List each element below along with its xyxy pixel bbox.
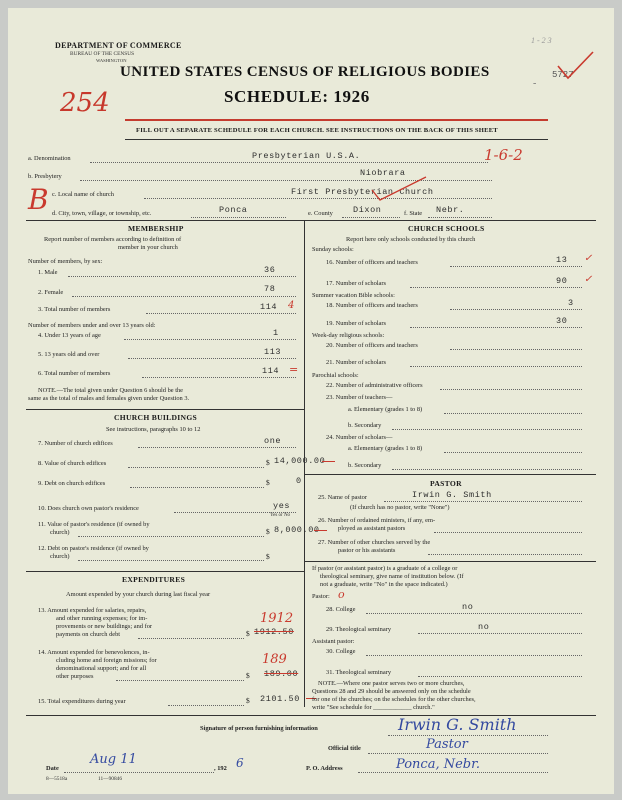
membership-intro-1: Report number of members according to definition of [44,236,182,243]
q9-line [130,487,264,488]
q5-line [128,358,296,359]
red-circle-mark: o [338,588,345,601]
q10-value[interactable]: yes [273,501,291,511]
church-name-label: c. Local name of church [52,191,114,198]
city-line [191,217,286,218]
q24b-label: b. Secondary [348,462,382,469]
q15-label: 15. Total expenditures during year [38,698,126,705]
membership-heading: MEMBERSHIP [128,224,184,233]
denomination-label: a. Denomination [28,155,71,162]
q30-label: 30. College [326,648,356,655]
pastor-note-1: NOTE.—Where one pastor serves two or more churches, [318,680,465,687]
q24a-label: a. Elementary (grades 1 to 8) [348,445,423,452]
official-title-label: Official title [328,745,361,752]
pastor-note-4: write "See schedule for ____________ church." [312,704,435,711]
q3-total-value[interactable]: 114 [260,302,278,312]
q3-line [146,313,296,314]
county-line [342,217,400,218]
buildings-intro: See instructions, paragraphs 10 to 12 [106,426,201,433]
q13-line-2: and other running expenses; for im- [56,615,148,622]
q7-label: 7. Number of church edifices [38,440,113,447]
q4-value[interactable]: 1 [273,328,279,338]
q13-red-note: 1912 [260,611,294,626]
summer-schools-label: Summer vacation Bible schools: [312,292,395,299]
q13-dots [138,638,244,639]
q9-label: 9. Debt on church edifices [38,480,106,487]
weekday-schools-label: Week-day religious schools: [312,332,385,339]
po-address-value[interactable]: Ponca, Nebr. [396,757,481,772]
instruction-line: FILL OUT A SEPARATE SCHEDULE FOR EACH CHURCH. SEE INSTRUCTIONS ON THE BACK OF THIS SHEET [136,127,498,134]
q3-total-label: 3. Total number of members [38,306,111,313]
q14-line-4: other purposes [56,673,94,680]
q18-label: 18. Number of officers and teachers [326,302,418,309]
age-intro-label: Number of members under and over 13 years old: [28,322,156,329]
q12-line [78,560,264,561]
q13-line-1: 13. Amount expended for salaries, repairs, [38,607,147,614]
q20-label: 20. Number of officers and teachers [326,342,418,349]
q2-female-value[interactable]: 78 [264,284,276,294]
state-value[interactable]: Nebr. [436,205,465,215]
instruction-rule [125,139,548,140]
q9-dollar: $ [266,478,270,487]
q5-value[interactable]: 113 [264,347,282,357]
grad-line-3: not a graduate, write "No" in the space indicated.) [320,581,448,588]
presbytery-line [80,180,492,181]
q23a-line [444,413,582,414]
q28-value[interactable]: no [462,602,474,612]
q12-dollar: $ [266,552,270,561]
q13-line-4: payments on church debt [56,631,121,638]
bureau-name: BUREAU OF THE CENSUS [70,51,135,57]
q7-line [138,447,296,448]
q2-female-label: 2. Female [38,289,64,296]
q15-value[interactable]: 2101.50 [260,694,300,704]
assistant-pastor-label: Assistant pastor: [312,638,355,645]
schedule-title: SCHEDULE: 1926 [224,87,370,106]
q27-line-2: pastor or his assistants [338,547,396,554]
q21-line [410,366,582,367]
county-value[interactable]: Dixon [353,205,382,215]
census-form [8,8,614,794]
city-value[interactable]: Ponca [219,205,248,215]
buildings-heading: CHURCH BUILDINGS [114,413,198,422]
membership-note-1: NOTE.—The total given under Question 6 should be the [38,387,184,394]
q9-value[interactable]: 0 [296,476,302,486]
presbytery-value[interactable]: Niobrara [360,168,406,178]
q29-line [418,633,582,634]
membership-note-2: same as the total of males and females given under Question 3. [28,395,190,402]
q14-line-3: denominational support; and for all [56,665,147,672]
q1-male-label: 1. Male [38,269,58,276]
q26-dots [434,532,582,533]
q16-line [450,266,582,267]
city-label: d. City, town, village, or township, etc. [52,210,152,217]
pastor-note-2: Questions 28 and 29 should be answered only on the schedule [312,688,471,695]
denomination-line [90,162,488,163]
presbytery-label: b. Presbytery [28,173,62,180]
q13-line-3: provements or new buildings; and for [56,623,153,630]
schools-bottom-rule [304,474,596,475]
q8-line [128,467,264,468]
q11-line [78,536,264,537]
date-line [64,772,214,773]
q12-label-2: church) [50,553,70,560]
church-name-line [144,198,492,199]
q11-label: 11. Value of pastor's residence (if owned by [38,521,150,528]
q26-line-1: 26. Number of ordained ministers, if any, em- [318,517,436,524]
official-title-value[interactable]: Pastor [426,737,468,752]
q10-sub: Yes or No [270,513,291,518]
pastor-heading: PASTOR [430,479,462,488]
q23-label: 23. Number of teachers— [326,394,393,401]
q28-label: 28. College [326,606,356,613]
q14-line-1: 14. Amount expended for benevolences, in- [38,649,150,656]
date-value[interactable]: Aug 11 [90,752,137,767]
q6-line [142,377,296,378]
q8-dollar: $ [266,458,270,467]
signature-line [388,735,548,736]
q19-value[interactable]: 30 [556,316,568,326]
grad-line-2: theological seminary, give name of institution below. (If [320,573,464,580]
q16-value[interactable]: 13 [556,255,568,265]
county-label: e. County [308,210,333,217]
q30-line [366,655,582,656]
q20-line [450,349,582,350]
q11-dollar: $ [266,527,270,536]
q16-label: 16. Number of officers and teachers [326,259,418,266]
q11-label-2: church) [50,529,70,536]
red-tick-q3: 4 [288,300,295,311]
q8-value[interactable]: 14,000.00 [274,456,326,466]
church-name-value[interactable]: First Presbyterian Church [291,187,434,197]
q13-dollar: $ [246,629,250,638]
q11-value[interactable]: 8,000.00 [274,525,320,535]
form-title: UNITED STATES CENSUS OF RELIGIOUS BODIES [120,64,490,80]
signature-label: Signature of person furnishing information [200,725,318,732]
q31-line [418,676,582,677]
q15-dots [168,705,244,706]
q1-line [68,276,296,277]
q27-line-1: 27. Number of other churches served by the [318,539,431,546]
po-address-label: P. O. Address [306,765,343,772]
q29-label: 29. Theological seminary [326,626,392,633]
q15-dollar: $ [246,696,250,705]
q5-label: 5. 13 years old and over [38,351,100,358]
red-strike-q11 [314,530,327,531]
grad-line-1: If pastor (or assistant pastor) is a graduate of a college or [312,565,458,572]
q17-value[interactable]: 90 [556,276,568,286]
q13-value[interactable]: 1912.50 [254,627,294,637]
pastor-mid-rule [304,561,596,562]
red-b-mark: B [28,183,49,216]
red-tick-q17: ✓ [584,274,593,285]
red-tick-q16: ✓ [584,253,593,264]
schools-heading: CHURCH SCHOOLS [408,224,485,233]
pastor-sub-label: Pastor: [312,593,330,600]
year-digit[interactable]: 6 [236,756,244,770]
year-prefix: , 192 [214,765,227,772]
q18-value[interactable]: 3 [568,298,574,308]
q4-line [124,339,296,340]
state-line [428,217,492,218]
q4-label: 4. Under 13 years of age [38,332,101,339]
date-label: Date [46,765,59,772]
signature-value[interactable]: Irwin G. Smith [398,715,517,734]
q24-label: 24. Number of scholars— [326,434,393,441]
q12-label: 12. Debt on pastor's residence (if owned by [38,545,149,552]
q22-label: 22. Number of administrative officers [326,382,423,389]
q14-red-note: 189 [262,652,287,667]
pencil-corner-note: 1 - 2 3 [531,36,552,45]
q21-label: 21. Number of scholars [326,359,386,366]
members-by-sex-label: Number of members, by sex: [28,258,103,265]
q23b-line [392,429,582,430]
red-top-rule [125,119,548,121]
denomination-value[interactable]: Presbyterian U.S.A. [252,151,361,161]
q19-line [410,327,582,328]
membership-bottom-rule [26,409,304,410]
sunday-schools-label: Sunday schools: [312,246,354,253]
red-code-note: 1-6-2 [484,146,523,164]
q10-label: 10. Does church own pastor's residence [38,505,139,512]
bureau-city: WASHINGTON [96,58,127,63]
q18-line [450,309,582,310]
membership-intro-2: member in your church [118,244,178,251]
table-top-rule [26,220,596,221]
q19-label: 19. Number of scholars [326,320,386,327]
q6-value[interactable]: 114 [262,366,280,376]
q29-value[interactable]: no [478,622,490,632]
q23b-label: b. Secondary [348,422,382,429]
form-number: 8—5518a [46,776,68,782]
red-tick-q6: = [289,363,299,376]
print-number: 11—90846 [98,776,123,782]
schools-intro: Report here only schools conducted by this church [346,236,476,243]
q25-note: (If church has no pastor, write "None") [350,504,450,511]
q2-line [72,296,296,297]
q28-line [366,613,582,614]
q17-line [410,287,582,288]
q25-value[interactable]: Irwin G. Smith [412,490,492,500]
q24b-line [392,469,582,470]
red-check-mark [556,48,596,84]
q31-label: 31. Theological seminary [326,669,392,676]
q14-dollar: $ [246,671,250,680]
q23a-label: a. Elementary (grades 1 to 8) [348,406,423,413]
parochial-schools-label: Parochial schools: [312,372,359,379]
red-check-church [370,174,430,204]
red-case-number: 254 [60,88,110,118]
department-name: DEPARTMENT OF COMMERCE [55,41,182,50]
q8-label: 8. Value of church edifices [38,460,107,467]
dash-mark: - [533,78,537,89]
q14-value[interactable]: 189.00 [264,669,299,679]
stamp-code: 5727 [552,70,574,80]
q26-line-2: ployed as assistant pastors [338,525,406,532]
q27-dots [428,554,582,555]
expenditures-intro: Amount expended by your church during last fiscal year [66,591,211,598]
buildings-bottom-rule [26,571,304,572]
q14-dots [116,680,244,681]
red-strike-q8 [322,461,335,462]
official-title-line [368,753,548,754]
q17-label: 17. Number of scholars [326,280,386,287]
q7-value[interactable]: one [264,436,282,446]
q24a-line [444,452,582,453]
expenditures-heading: EXPENDITURES [122,575,186,584]
state-label: f. State [404,210,423,217]
po-address-line [358,772,548,773]
q6-label: 6. Total number of members [38,370,111,377]
q14-line-2: cluding home and foreign missions; for [56,657,157,664]
q25-line [384,501,582,502]
pastor-note-3: for one of the churches; on the schedules for the other churches, [312,696,476,703]
q22-line [440,389,582,390]
q1-male-value[interactable]: 36 [264,265,276,275]
q25-label: 25. Name of pastor [318,494,367,501]
